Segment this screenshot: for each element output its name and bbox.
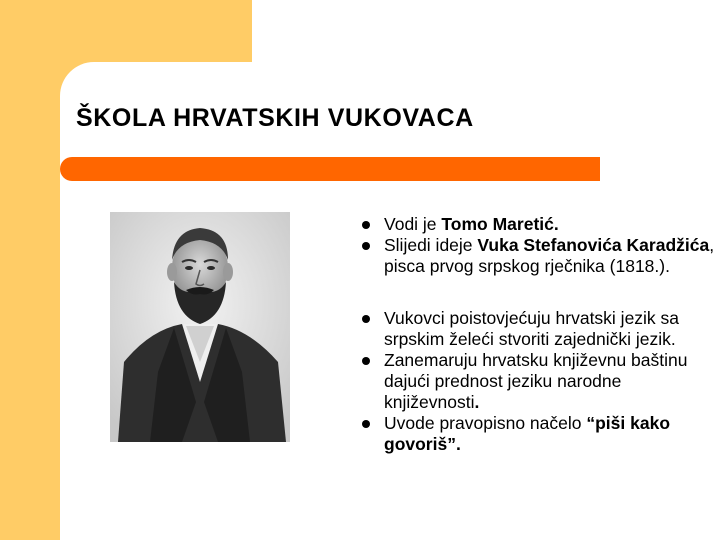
bullet-item [358, 413, 720, 455]
bullet-text: Zanemaruju hrvatsku književnu baštinu dajući prednost jeziku narodne književnosti [384, 350, 688, 412]
bullet-text-bold: . [474, 392, 480, 412]
bullet-text: Uvode pravopisno načelo [384, 413, 587, 433]
bullet-dot-icon [362, 357, 370, 365]
bullet-text-bold: Tomo Maretić. [441, 214, 559, 234]
bullet-text-bold: Vuka Stefanovića Karadžića [477, 235, 710, 255]
bullet-dot-icon [362, 315, 370, 323]
portrait-photo-icon [110, 212, 290, 442]
bullet-dot-icon [362, 221, 370, 229]
bullet-item [358, 350, 720, 413]
bullet-item [358, 214, 720, 235]
slide-title: ŠKOLA HRVATSKIH VUKOVACA [76, 104, 474, 132]
bullet-text: Vodi je [384, 214, 442, 234]
bullet-item [358, 308, 720, 350]
bullet-text: Vukovci poistovjećuju hrvatski jezik sa srpskim želeći stvoriti zajednički jezik. [384, 308, 680, 349]
bullet-text: , pisca prvog srpskog rječnika (1818.). [384, 235, 715, 276]
title-underline-bar [60, 157, 600, 181]
bullet-text: Slijedi ideje [384, 235, 478, 255]
bullet-dot-icon [362, 242, 370, 250]
portrait-illustration [110, 212, 290, 442]
bullet-dot-icon [362, 420, 370, 428]
bullet-list [358, 214, 720, 455]
bullet-item [358, 235, 720, 277]
bullet-text-bold: “piši kako govoriš”. [384, 413, 671, 454]
